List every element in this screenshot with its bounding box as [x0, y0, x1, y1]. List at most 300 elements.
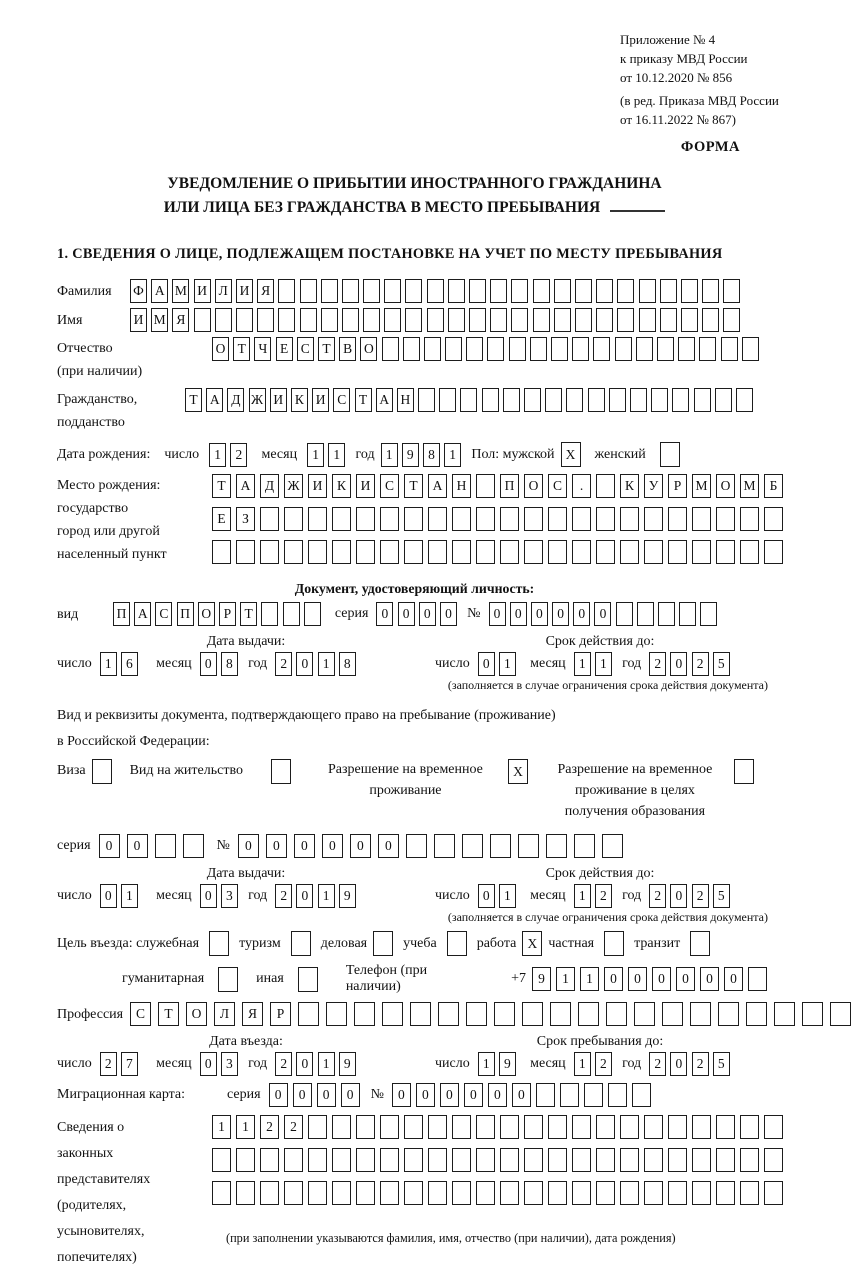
char-cell[interactable]: Е [212, 507, 231, 531]
char-cell[interactable] [660, 308, 677, 332]
visa-checkbox[interactable] [92, 759, 112, 784]
char-cell[interactable] [452, 1115, 471, 1139]
char-cell[interactable]: С [130, 1002, 151, 1026]
char-cell[interactable]: Я [172, 308, 189, 332]
char-cell[interactable]: О [360, 337, 377, 361]
char-cell[interactable] [830, 1002, 851, 1026]
char-cell[interactable] [575, 279, 592, 303]
char-cell[interactable]: С [155, 602, 172, 626]
char-cell[interactable]: 2 [649, 1052, 666, 1076]
char-cell[interactable] [644, 1115, 663, 1139]
char-cell[interactable]: И [194, 279, 211, 303]
char-cell[interactable] [405, 308, 422, 332]
char-cell[interactable]: 8 [423, 443, 440, 467]
char-cell[interactable]: А [134, 602, 151, 626]
char-cell[interactable] [298, 1002, 319, 1026]
char-cell[interactable] [466, 1002, 487, 1026]
char-cell[interactable]: А [151, 279, 168, 303]
char-cell[interactable] [748, 967, 767, 991]
char-cell[interactable]: 1 [328, 443, 345, 467]
purpose-other-checkbox[interactable] [298, 967, 318, 992]
char-cell[interactable]: Ч [254, 337, 271, 361]
char-cell[interactable]: Ж [284, 474, 303, 498]
char-cell[interactable] [572, 1115, 591, 1139]
char-cell[interactable] [304, 602, 321, 626]
char-cell[interactable]: 0 [440, 1083, 459, 1107]
char-cell[interactable]: 1 [556, 967, 575, 991]
char-cell[interactable] [236, 308, 253, 332]
char-cell[interactable]: 1 [318, 884, 335, 908]
char-cell[interactable]: 0 [398, 602, 415, 626]
char-cell[interactable]: 0 [700, 967, 719, 991]
char-cell[interactable] [424, 337, 441, 361]
char-cell[interactable]: Ф [130, 279, 147, 303]
char-cell[interactable] [332, 1148, 351, 1172]
char-cell[interactable]: У [644, 474, 663, 498]
char-cell[interactable] [384, 308, 401, 332]
char-cell[interactable]: 0 [489, 602, 506, 626]
char-cell[interactable] [524, 1115, 543, 1139]
char-cell[interactable] [533, 279, 550, 303]
char-cell[interactable]: 0 [350, 834, 371, 858]
char-cell[interactable]: И [356, 474, 375, 498]
char-cell[interactable] [634, 1002, 655, 1026]
char-cell[interactable] [742, 337, 759, 361]
char-cell[interactable] [630, 388, 647, 412]
char-cell[interactable]: Е [276, 337, 293, 361]
char-cell[interactable]: 2 [100, 1052, 117, 1076]
char-cell[interactable]: И [308, 474, 327, 498]
char-cell[interactable]: Р [219, 602, 236, 626]
char-cell[interactable] [469, 279, 486, 303]
char-cell[interactable]: Т [404, 474, 423, 498]
char-cell[interactable] [445, 337, 462, 361]
char-cell[interactable] [476, 1115, 495, 1139]
char-cell[interactable]: Л [214, 1002, 235, 1026]
char-cell[interactable]: 1 [318, 652, 335, 676]
char-cell[interactable]: 9 [499, 1052, 516, 1076]
char-cell[interactable]: 0 [670, 1052, 687, 1076]
char-cell[interactable]: О [716, 474, 735, 498]
char-cell[interactable] [716, 507, 735, 531]
char-cell[interactable] [596, 474, 615, 498]
char-cell[interactable]: 0 [531, 602, 548, 626]
char-cell[interactable]: 8 [339, 652, 356, 676]
char-cell[interactable] [536, 1083, 555, 1107]
char-cell[interactable]: 0 [200, 1052, 217, 1076]
char-cell[interactable] [572, 337, 589, 361]
residence-permit-checkbox[interactable] [271, 759, 291, 784]
char-cell[interactable]: 0 [670, 652, 687, 676]
char-cell[interactable]: Т [212, 474, 231, 498]
char-cell[interactable]: 9 [339, 1052, 356, 1076]
char-cell[interactable] [448, 308, 465, 332]
char-cell[interactable]: 5 [713, 884, 730, 908]
char-cell[interactable]: 0 [294, 834, 315, 858]
char-cell[interactable]: Б [764, 474, 783, 498]
char-cell[interactable] [215, 308, 232, 332]
char-cell[interactable]: 6 [121, 652, 138, 676]
char-cell[interactable] [578, 1002, 599, 1026]
char-cell[interactable] [284, 1148, 303, 1172]
temp-residence-edu-checkbox[interactable] [734, 759, 754, 784]
char-cell[interactable] [438, 1002, 459, 1026]
char-cell[interactable] [384, 279, 401, 303]
char-cell[interactable] [700, 602, 717, 626]
char-cell[interactable] [308, 540, 327, 564]
char-cell[interactable] [500, 540, 519, 564]
char-cell[interactable] [774, 1002, 795, 1026]
char-cell[interactable] [548, 1181, 567, 1205]
char-cell[interactable] [524, 540, 543, 564]
char-cell[interactable] [482, 388, 499, 412]
char-cell[interactable] [404, 1115, 423, 1139]
char-cell[interactable] [308, 507, 327, 531]
char-cell[interactable] [572, 540, 591, 564]
char-cell[interactable] [380, 507, 399, 531]
char-cell[interactable]: К [332, 474, 351, 498]
char-cell[interactable] [308, 1115, 327, 1139]
char-cell[interactable] [524, 1148, 543, 1172]
char-cell[interactable] [363, 279, 380, 303]
char-cell[interactable] [410, 1002, 431, 1026]
char-cell[interactable] [500, 507, 519, 531]
char-cell[interactable] [300, 279, 317, 303]
char-cell[interactable] [746, 1002, 767, 1026]
char-cell[interactable]: А [376, 388, 393, 412]
char-cell[interactable] [212, 1181, 231, 1205]
char-cell[interactable]: 0 [464, 1083, 483, 1107]
char-cell[interactable]: 1 [574, 884, 591, 908]
char-cell[interactable]: 1 [307, 443, 324, 467]
char-cell[interactable]: Р [668, 474, 687, 498]
char-cell[interactable] [183, 834, 204, 858]
char-cell[interactable]: 5 [713, 652, 730, 676]
char-cell[interactable]: О [198, 602, 215, 626]
char-cell[interactable] [593, 337, 610, 361]
char-cell[interactable] [546, 834, 567, 858]
char-cell[interactable]: И [130, 308, 147, 332]
char-cell[interactable] [692, 507, 711, 531]
char-cell[interactable]: С [297, 337, 314, 361]
char-cell[interactable]: Т [158, 1002, 179, 1026]
char-cell[interactable] [690, 1002, 711, 1026]
char-cell[interactable] [524, 507, 543, 531]
char-cell[interactable] [608, 1083, 627, 1107]
char-cell[interactable] [572, 1148, 591, 1172]
char-cell[interactable]: 2 [649, 652, 666, 676]
char-cell[interactable] [658, 602, 675, 626]
char-cell[interactable]: А [236, 474, 255, 498]
purpose-business-checkbox[interactable] [373, 931, 393, 956]
char-cell[interactable]: 0 [376, 602, 393, 626]
char-cell[interactable]: 1 [444, 443, 461, 467]
purpose-study-checkbox[interactable] [447, 931, 467, 956]
char-cell[interactable] [284, 540, 303, 564]
char-cell[interactable] [606, 1002, 627, 1026]
char-cell[interactable]: Т [240, 602, 257, 626]
char-cell[interactable]: 0 [266, 834, 287, 858]
char-cell[interactable]: 0 [269, 1083, 288, 1107]
char-cell[interactable]: М [692, 474, 711, 498]
char-cell[interactable] [404, 1148, 423, 1172]
char-cell[interactable]: 2 [692, 884, 709, 908]
char-cell[interactable]: 0 [100, 884, 117, 908]
char-cell[interactable] [702, 279, 719, 303]
char-cell[interactable] [530, 337, 547, 361]
char-cell[interactable] [236, 1148, 255, 1172]
char-cell[interactable] [584, 1083, 603, 1107]
char-cell[interactable]: Д [227, 388, 244, 412]
char-cell[interactable] [500, 1115, 519, 1139]
char-cell[interactable] [716, 1148, 735, 1172]
char-cell[interactable]: Т [233, 337, 250, 361]
char-cell[interactable] [428, 1148, 447, 1172]
char-cell[interactable] [406, 834, 427, 858]
char-cell[interactable] [764, 1148, 783, 1172]
char-cell[interactable]: М [172, 279, 189, 303]
char-cell[interactable] [308, 1148, 327, 1172]
char-cell[interactable] [566, 388, 583, 412]
char-cell[interactable]: П [177, 602, 194, 626]
char-cell[interactable] [308, 1181, 327, 1205]
char-cell[interactable] [668, 1181, 687, 1205]
char-cell[interactable]: 0 [628, 967, 647, 991]
char-cell[interactable]: 9 [339, 884, 356, 908]
purpose-official-checkbox[interactable] [209, 931, 229, 956]
char-cell[interactable] [678, 337, 695, 361]
char-cell[interactable]: О [524, 474, 543, 498]
char-cell[interactable]: 1 [209, 443, 226, 467]
char-cell[interactable]: Р [270, 1002, 291, 1026]
char-cell[interactable] [715, 388, 732, 412]
char-cell[interactable] [679, 602, 696, 626]
purpose-tourism-checkbox[interactable] [291, 931, 311, 956]
char-cell[interactable] [460, 388, 477, 412]
char-cell[interactable]: 0 [392, 1083, 411, 1107]
char-cell[interactable]: И [270, 388, 287, 412]
purpose-private-checkbox[interactable] [604, 931, 624, 956]
char-cell[interactable]: И [312, 388, 329, 412]
char-cell[interactable] [632, 1083, 651, 1107]
char-cell[interactable] [545, 388, 562, 412]
char-cell[interactable] [332, 540, 351, 564]
char-cell[interactable] [637, 602, 654, 626]
char-cell[interactable] [721, 337, 738, 361]
char-cell[interactable]: 9 [532, 967, 551, 991]
char-cell[interactable] [620, 1148, 639, 1172]
char-cell[interactable] [356, 540, 375, 564]
char-cell[interactable] [500, 1181, 519, 1205]
char-cell[interactable] [332, 1115, 351, 1139]
char-cell[interactable] [636, 337, 653, 361]
char-cell[interactable]: 0 [317, 1083, 336, 1107]
char-cell[interactable]: Я [242, 1002, 263, 1026]
char-cell[interactable] [574, 834, 595, 858]
char-cell[interactable]: 2 [275, 1052, 292, 1076]
char-cell[interactable] [668, 1115, 687, 1139]
char-cell[interactable] [662, 1002, 683, 1026]
char-cell[interactable] [692, 1181, 711, 1205]
char-cell[interactable]: П [113, 602, 130, 626]
char-cell[interactable]: 2 [692, 1052, 709, 1076]
char-cell[interactable]: 1 [212, 1115, 231, 1139]
char-cell[interactable] [476, 474, 495, 498]
char-cell[interactable] [476, 1181, 495, 1205]
char-cell[interactable] [278, 279, 295, 303]
char-cell[interactable] [382, 337, 399, 361]
char-cell[interactable]: Я [257, 279, 274, 303]
char-cell[interactable] [500, 1148, 519, 1172]
char-cell[interactable] [620, 507, 639, 531]
char-cell[interactable]: Т [355, 388, 372, 412]
char-cell[interactable] [639, 279, 656, 303]
char-cell[interactable]: 2 [260, 1115, 279, 1139]
char-cell[interactable]: 0 [200, 884, 217, 908]
char-cell[interactable]: 1 [580, 967, 599, 991]
char-cell[interactable] [404, 540, 423, 564]
char-cell[interactable]: И [236, 279, 253, 303]
char-cell[interactable] [668, 540, 687, 564]
char-cell[interactable] [639, 308, 656, 332]
char-cell[interactable] [644, 540, 663, 564]
char-cell[interactable] [596, 540, 615, 564]
char-cell[interactable] [332, 1181, 351, 1205]
char-cell[interactable] [740, 1148, 759, 1172]
char-cell[interactable]: 0 [200, 652, 217, 676]
char-cell[interactable] [560, 1083, 579, 1107]
char-cell[interactable]: 0 [594, 602, 611, 626]
char-cell[interactable] [736, 388, 753, 412]
char-cell[interactable]: 0 [512, 1083, 531, 1107]
char-cell[interactable] [363, 308, 380, 332]
char-cell[interactable]: 2 [230, 443, 247, 467]
char-cell[interactable] [257, 308, 274, 332]
char-cell[interactable]: 0 [552, 602, 569, 626]
char-cell[interactable] [356, 1181, 375, 1205]
char-cell[interactable]: Н [397, 388, 414, 412]
char-cell[interactable] [550, 1002, 571, 1026]
char-cell[interactable] [283, 602, 300, 626]
char-cell[interactable] [699, 337, 716, 361]
char-cell[interactable] [300, 308, 317, 332]
char-cell[interactable] [427, 279, 444, 303]
char-cell[interactable]: А [428, 474, 447, 498]
char-cell[interactable] [764, 540, 783, 564]
char-cell[interactable] [716, 1181, 735, 1205]
char-cell[interactable]: 0 [296, 652, 313, 676]
char-cell[interactable] [672, 388, 689, 412]
char-cell[interactable]: М [151, 308, 168, 332]
purpose-work-checkbox[interactable]: X [522, 931, 542, 956]
char-cell[interactable] [236, 1181, 255, 1205]
char-cell[interactable] [615, 337, 632, 361]
char-cell[interactable]: 1 [318, 1052, 335, 1076]
char-cell[interactable] [588, 388, 605, 412]
char-cell[interactable] [490, 308, 507, 332]
char-cell[interactable] [617, 308, 634, 332]
char-cell[interactable] [596, 1115, 615, 1139]
char-cell[interactable] [692, 1148, 711, 1172]
char-cell[interactable] [723, 279, 740, 303]
char-cell[interactable]: 0 [510, 602, 527, 626]
char-cell[interactable] [356, 1115, 375, 1139]
char-cell[interactable]: 1 [499, 652, 516, 676]
char-cell[interactable] [278, 308, 295, 332]
char-cell[interactable] [342, 279, 359, 303]
char-cell[interactable] [718, 1002, 739, 1026]
char-cell[interactable]: 0 [573, 602, 590, 626]
char-cell[interactable] [380, 1148, 399, 1172]
char-cell[interactable] [380, 1115, 399, 1139]
char-cell[interactable] [620, 540, 639, 564]
char-cell[interactable] [490, 279, 507, 303]
char-cell[interactable] [620, 1115, 639, 1139]
char-cell[interactable] [494, 1002, 515, 1026]
char-cell[interactable]: 0 [724, 967, 743, 991]
char-cell[interactable] [503, 388, 520, 412]
char-cell[interactable]: П [500, 474, 519, 498]
char-cell[interactable]: З [236, 507, 255, 531]
char-cell[interactable] [342, 308, 359, 332]
char-cell[interactable] [548, 1115, 567, 1139]
char-cell[interactable]: . [572, 474, 591, 498]
char-cell[interactable] [356, 1148, 375, 1172]
char-cell[interactable] [260, 1181, 279, 1205]
char-cell[interactable]: 2 [595, 1052, 612, 1076]
char-cell[interactable] [284, 1181, 303, 1205]
char-cell[interactable] [596, 279, 613, 303]
char-cell[interactable]: Т [185, 388, 202, 412]
char-cell[interactable]: С [380, 474, 399, 498]
char-cell[interactable] [487, 337, 504, 361]
char-cell[interactable] [518, 834, 539, 858]
char-cell[interactable] [261, 602, 278, 626]
char-cell[interactable]: Ж [249, 388, 266, 412]
char-cell[interactable]: 0 [378, 834, 399, 858]
char-cell[interactable]: 0 [293, 1083, 312, 1107]
char-cell[interactable] [476, 1148, 495, 1172]
char-cell[interactable] [452, 540, 471, 564]
char-cell[interactable]: 0 [670, 884, 687, 908]
char-cell[interactable] [681, 308, 698, 332]
char-cell[interactable] [354, 1002, 375, 1026]
char-cell[interactable] [476, 507, 495, 531]
char-cell[interactable]: Л [215, 279, 232, 303]
char-cell[interactable] [702, 308, 719, 332]
char-cell[interactable] [522, 1002, 543, 1026]
purpose-transit-checkbox[interactable] [690, 931, 710, 956]
char-cell[interactable]: 0 [238, 834, 259, 858]
purpose-humanitarian-checkbox[interactable] [218, 967, 238, 992]
char-cell[interactable]: 1 [236, 1115, 255, 1139]
temp-residence-checkbox[interactable]: X [508, 759, 528, 784]
char-cell[interactable] [740, 1115, 759, 1139]
char-cell[interactable] [692, 540, 711, 564]
char-cell[interactable] [548, 507, 567, 531]
char-cell[interactable]: 0 [99, 834, 120, 858]
char-cell[interactable] [551, 337, 568, 361]
char-cell[interactable] [511, 308, 528, 332]
char-cell[interactable] [236, 540, 255, 564]
char-cell[interactable]: А [206, 388, 223, 412]
char-cell[interactable] [380, 540, 399, 564]
char-cell[interactable] [427, 308, 444, 332]
char-cell[interactable] [260, 1148, 279, 1172]
char-cell[interactable]: С [333, 388, 350, 412]
char-cell[interactable] [326, 1002, 347, 1026]
char-cell[interactable]: 1 [574, 652, 591, 676]
